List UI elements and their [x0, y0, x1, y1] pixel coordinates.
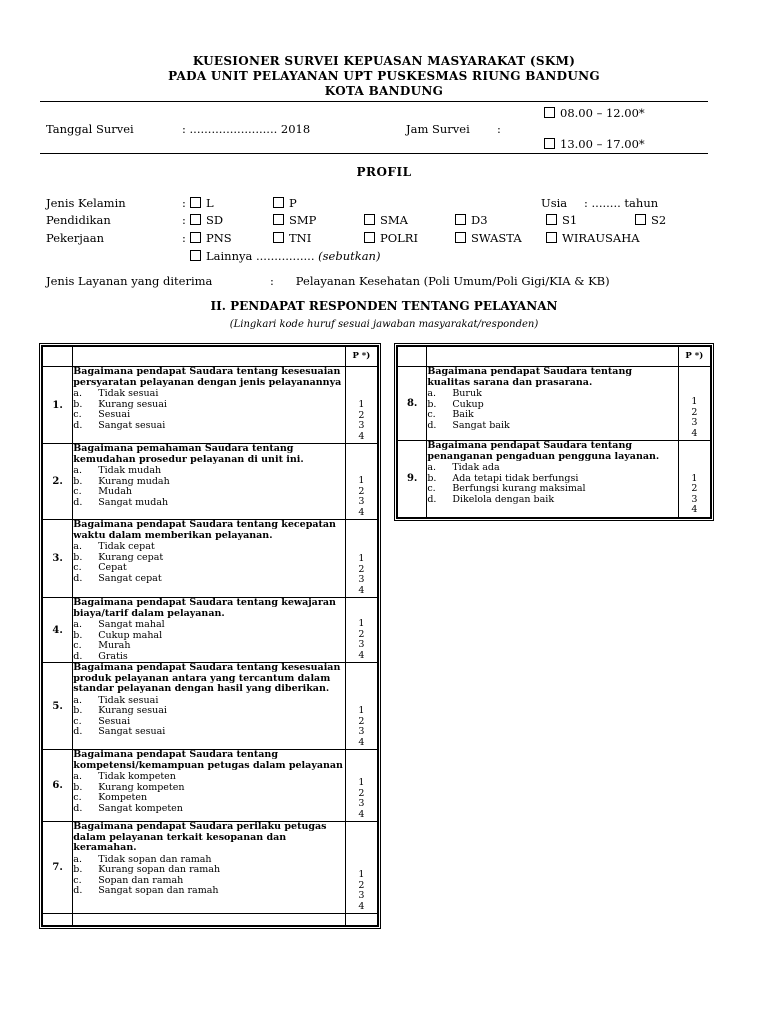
occupation-option-wirausaha-label: WIRAUSAHA	[562, 231, 640, 245]
question-body	[73, 520, 345, 598]
answer-option-text: Tidak cepat	[98, 541, 155, 552]
answer-option-text: Sangat sopan dan ramah	[98, 885, 219, 896]
answer-codes	[345, 750, 378, 822]
checkbox-icon[interactable]	[364, 214, 375, 225]
question-number: 7.	[42, 822, 73, 914]
answer-code[interactable]: 4	[358, 430, 365, 442]
answer-option[interactable]	[73, 498, 344, 509]
answer-option-letter[interactable]: a.	[427, 462, 437, 473]
answer-code[interactable]: 1	[358, 475, 365, 486]
answer-codes	[345, 822, 378, 914]
occupation-colon: :	[182, 231, 186, 245]
answer-option-letter[interactable]: c.	[427, 483, 436, 494]
answer-option-text: Tidak sesuai	[98, 388, 159, 399]
answer-option-letter[interactable]: b.	[427, 472, 437, 484]
answer-code[interactable]: 3	[358, 798, 365, 809]
education-option-s2-label: S2	[651, 213, 667, 227]
answer-option[interactable]	[73, 542, 344, 553]
answer-option-letter[interactable]: c.	[73, 486, 82, 497]
education-option-smp[interactable]	[273, 213, 316, 227]
answer-option-text: Berfungsi kurang maksimal	[452, 483, 586, 494]
answer-option[interactable]	[73, 421, 344, 432]
occupation-option-pns-label: PNS	[206, 231, 232, 245]
answer-option-letter[interactable]: b.	[73, 629, 83, 641]
question-text: Bagaimana pendapat Saudara tentang kualitas sarana dan prasarana.	[427, 366, 633, 388]
checkbox-icon[interactable]	[273, 197, 284, 208]
answer-option[interactable]	[427, 421, 677, 432]
answer-option[interactable]	[73, 804, 344, 815]
answer-option[interactable]	[73, 727, 344, 738]
answer-code[interactable]: 2	[358, 409, 365, 421]
answer-option-text: Sangat baik	[452, 419, 510, 431]
answer-codes	[345, 444, 378, 520]
checkbox-icon[interactable]	[273, 232, 284, 243]
answer-code[interactable]: 2	[358, 563, 365, 575]
question-text: Bagaimana pendapat Saudara tentang penanganan pengaduan pengguna layanan.	[427, 440, 660, 462]
answer-option-letter[interactable]: b.	[73, 864, 83, 875]
occupation-option-other[interactable]	[190, 249, 380, 263]
answer-option-letter[interactable]: b.	[73, 781, 83, 793]
answer-option-letter[interactable]: b.	[427, 398, 437, 410]
answer-option-text: Sangat cepat	[98, 572, 162, 584]
occupation-other-hint: (sebutkan)	[318, 249, 381, 263]
answer-code[interactable]: 3	[691, 417, 698, 428]
form-title-line2: PADA UNIT PELAYANAN UPT PUSKESMAS RIUNG BANDUNG	[168, 69, 600, 83]
answer-code[interactable]: 4	[358, 736, 365, 748]
education-option-smp-label: SMP	[289, 213, 317, 227]
checkbox-icon[interactable]	[190, 197, 201, 208]
header-cell-empty	[42, 346, 73, 367]
answer-code[interactable]: 4	[691, 427, 698, 439]
answer-option-letter[interactable]: d.	[73, 885, 83, 896]
form-title-line3: KOTA BANDUNG	[324, 84, 444, 98]
answer-option-text: Tidak sopan dan ramah	[98, 853, 212, 865]
answer-option[interactable]	[73, 886, 344, 897]
answer-code[interactable]: 4	[358, 900, 365, 912]
answer-option-text: Tidak mudah	[98, 465, 162, 476]
answer-code[interactable]: 2	[358, 787, 365, 799]
answer-option-letter[interactable]: d.	[73, 419, 83, 431]
answer-code[interactable]: 3	[358, 639, 365, 650]
answer-option-text: Kurang sopan dan ramah	[98, 864, 221, 875]
education-option-sd-label: SD	[206, 213, 224, 227]
answer-code[interactable]: 1	[358, 399, 365, 410]
answer-code[interactable]: 2	[691, 483, 698, 494]
answer-option[interactable]	[73, 389, 344, 400]
education-option-s1[interactable]	[546, 213, 577, 227]
answer-code[interactable]: 1	[358, 618, 365, 629]
checkbox-icon[interactable]	[455, 232, 466, 243]
age-label: Usia	[541, 196, 568, 210]
question-row	[42, 520, 378, 598]
answer-option-text: Tidak sesuai	[98, 694, 159, 706]
answer-option[interactable]	[73, 410, 344, 421]
answer-option-text: Gratis	[98, 650, 128, 662]
question-text: Bagaimana pendapat Saudara tentang kecepatan waktu dalam memberikan pelayanan.	[73, 519, 336, 541]
answer-option-letter[interactable]: c.	[73, 792, 82, 803]
table-header-row	[42, 346, 378, 367]
answer-codes	[345, 598, 378, 663]
occupation-label: Pekerjaan	[46, 231, 104, 245]
question-number: 3.	[42, 520, 73, 598]
answer-option-letter[interactable]: d.	[73, 726, 83, 737]
answer-codes	[678, 441, 711, 518]
answer-code[interactable]: 2	[358, 715, 365, 727]
question-row	[42, 444, 378, 520]
education-option-s1-label: S1	[562, 213, 578, 227]
answer-option-text: Sopan dan ramah	[98, 874, 184, 886]
questions-table-right	[396, 345, 712, 519]
answer-option-text: Sangat mudah	[98, 496, 169, 508]
occupation-option-swasta[interactable]	[455, 231, 522, 245]
answer-option[interactable]	[427, 389, 677, 400]
education-option-sd[interactable]	[190, 213, 223, 227]
header-p-cell: P *)	[678, 346, 711, 367]
question-body	[73, 822, 345, 914]
question-number: 5.	[42, 663, 73, 750]
question-row	[42, 822, 378, 914]
section-subtitle: (Lingkari kode huruf sesuai jawaban masyarakat/responden)	[229, 319, 539, 330]
answer-option-text: Murah	[98, 640, 131, 651]
answer-code[interactable]: 1	[691, 396, 698, 407]
answer-option-letter[interactable]: b.	[73, 398, 83, 410]
gender-option-l-label: L	[206, 196, 214, 210]
occupation-option-wirausaha[interactable]	[546, 231, 640, 245]
answer-option[interactable]	[427, 495, 677, 506]
answer-option[interactable]	[73, 574, 344, 585]
answer-option-text: Sesuai	[98, 409, 131, 420]
answer-option-letter[interactable]: d.	[73, 496, 83, 508]
question-body	[427, 441, 678, 518]
spacer-cell	[345, 914, 378, 926]
answer-option-text: Kurang kompeten	[98, 781, 185, 793]
divider-survey	[40, 153, 708, 154]
answer-option-letter[interactable]: a.	[73, 541, 82, 552]
answer-option[interactable]	[73, 620, 344, 631]
spacer-cell	[42, 914, 73, 926]
answer-option-letter[interactable]: a.	[427, 388, 437, 399]
answer-code[interactable]: 1	[358, 705, 365, 716]
answer-code[interactable]: 4	[358, 808, 365, 820]
gender-option-l[interactable]	[190, 196, 214, 210]
occupation-option-polri[interactable]	[364, 231, 418, 245]
question-body	[73, 444, 345, 520]
answer-option-text: Kompeten	[98, 792, 148, 803]
answer-option-text: Buruk	[452, 388, 482, 399]
answer-code[interactable]: 4	[358, 649, 365, 661]
answer-option-letter[interactable]: c.	[73, 715, 82, 727]
answer-code[interactable]: 2	[691, 406, 698, 418]
education-option-d3[interactable]	[455, 213, 488, 227]
occupation-option-other-label: Lainnya ................	[206, 249, 315, 263]
answer-option[interactable]	[427, 463, 677, 474]
education-option-s2[interactable]	[635, 213, 666, 227]
service-type-label: Jenis Layanan yang diterima	[46, 274, 213, 288]
survey-date-value[interactable]: : ........................ 2018	[182, 122, 311, 136]
answer-option-letter[interactable]: d.	[73, 650, 83, 662]
checkbox-icon[interactable]	[364, 232, 375, 243]
header-cell-empty	[73, 346, 345, 367]
header-cell-empty	[427, 346, 678, 367]
question-text: Bagaimana pemahaman Saudara tentang kemudahan prosedur pelayanan di unit ini.	[73, 443, 304, 465]
answer-option-letter[interactable]: a.	[73, 388, 82, 399]
answer-option-letter[interactable]: d.	[427, 419, 437, 431]
checkbox-icon[interactable]	[190, 250, 201, 261]
checkbox-icon[interactable]	[635, 214, 646, 225]
table-header-row	[397, 346, 711, 367]
answer-code[interactable]: 1	[358, 869, 365, 880]
answer-option-letter[interactable]: a.	[73, 771, 82, 782]
spacer-cell	[73, 914, 345, 926]
answer-option-letter[interactable]: d.	[427, 493, 437, 505]
answer-code[interactable]: 3	[358, 574, 365, 585]
question-number: 2.	[42, 444, 73, 520]
answer-option[interactable]	[73, 865, 344, 876]
answer-code[interactable]: 4	[358, 584, 365, 596]
gender-option-p[interactable]	[273, 196, 297, 210]
answer-code[interactable]: 2	[358, 485, 365, 497]
question-number: 1.	[42, 367, 73, 444]
answer-option-text: Cukup mahal	[98, 629, 163, 641]
answer-code[interactable]: 1	[358, 777, 365, 788]
answer-code[interactable]: 1	[358, 553, 365, 564]
questions-table-left	[41, 345, 379, 927]
question-row	[397, 441, 711, 518]
question-text: Bagaimana pendapat Saudara tentang kesesuaian persyaratan pelayanan dengan jenis pelayanannya	[73, 366, 342, 388]
answer-option-letter[interactable]: c.	[73, 640, 82, 651]
question-text: Bagaimana pendapat Saudara perilaku petugas dalam pelayanan terkait kesopanan dan keramahan.	[73, 821, 327, 853]
education-option-d3-label: D3	[471, 213, 488, 227]
answer-option-letter[interactable]: a.	[73, 694, 82, 706]
answer-option-text: Sangat sesuai	[98, 419, 166, 431]
gender-label: Jenis Kelamin	[46, 196, 126, 210]
answer-option[interactable]	[73, 706, 344, 717]
answer-option-letter[interactable]: a.	[73, 465, 82, 476]
answer-option-letter[interactable]: c.	[73, 409, 82, 420]
answer-option-letter[interactable]: d.	[73, 802, 83, 814]
question-body	[73, 367, 345, 444]
answer-option[interactable]	[73, 563, 344, 574]
answer-option[interactable]	[73, 652, 344, 663]
occupation-option-pns[interactable]	[190, 231, 232, 245]
answer-option-text: Ada tetapi tidak berfungsi	[452, 472, 579, 484]
occupation-option-polri-label: POLRI	[380, 231, 419, 245]
survey-time-label: Jam Survei	[406, 122, 470, 136]
answer-option[interactable]	[427, 410, 677, 421]
answer-option-text: Dikelola dengan baik	[452, 493, 555, 505]
question-row	[42, 598, 378, 663]
checkbox-icon[interactable]	[544, 107, 555, 118]
header-p-cell: P *)	[345, 346, 378, 367]
answer-option[interactable]	[73, 487, 344, 498]
age-value[interactable]: : ........ tahun	[584, 196, 659, 210]
answer-code[interactable]: 3	[691, 493, 698, 505]
question-number: 6.	[42, 750, 73, 822]
answer-codes	[345, 520, 378, 598]
answer-option-letter[interactable]: b.	[73, 551, 83, 563]
occupation-option-tni[interactable]	[273, 231, 311, 245]
time-option-afternoon-label: 13.00 – 17.00*	[560, 137, 645, 151]
time-option-morning[interactable]	[544, 106, 645, 120]
question-body	[73, 750, 345, 822]
question-text: Bagaimana pendapat Saudara tentang kompetensi/kemampuan petugas dalam pelayanan	[73, 749, 343, 771]
question-text: Bagaimana pendapat Saudara tentang kesesuaian produk pelayanan antara yang tercantum dalam standar pelayanan dengan hasil yang diberikan.	[73, 662, 341, 694]
question-number: 9.	[397, 441, 427, 518]
answer-option-letter[interactable]: c.	[73, 562, 82, 573]
question-row	[42, 367, 378, 444]
answer-option-text: Baik	[452, 409, 474, 420]
question-row	[42, 663, 378, 750]
answer-option-letter[interactable]: b.	[73, 475, 83, 487]
answer-code[interactable]: 4	[358, 506, 365, 518]
answer-option[interactable]	[73, 793, 344, 804]
answer-code[interactable]: 1	[691, 472, 698, 484]
answer-option-text: Kurang mudah	[98, 475, 170, 487]
question-body	[73, 598, 345, 663]
answer-option-text: Kurang sesuai	[98, 398, 167, 410]
answer-code[interactable]: 3	[358, 890, 365, 901]
answer-option-text: Kurang cepat	[98, 551, 164, 563]
answer-option-text: Sangat kompeten	[98, 802, 183, 814]
answer-codes	[345, 367, 378, 444]
answer-code[interactable]: 2	[358, 879, 365, 891]
time-option-afternoon[interactable]	[544, 137, 645, 151]
table-spacer-row	[42, 914, 378, 926]
education-option-sma-label: SMA	[380, 213, 408, 227]
question-number: 8.	[397, 367, 427, 441]
answer-codes	[678, 367, 711, 441]
answer-option-text: Kurang sesuai	[98, 705, 167, 716]
answer-code[interactable]: 3	[358, 726, 365, 737]
profile-title: PROFIL	[356, 165, 412, 179]
answer-code[interactable]: 4	[691, 504, 698, 515]
checkbox-icon[interactable]	[190, 232, 201, 243]
answer-option-letter[interactable]: b.	[73, 705, 83, 716]
checkbox-icon[interactable]	[546, 232, 557, 243]
answer-option[interactable]	[427, 484, 677, 495]
answer-option-text: Cepat	[98, 562, 127, 573]
gender-option-p-label: P	[289, 196, 297, 210]
answer-option-text: Sangat sesuai	[98, 726, 166, 737]
section-title: II. PENDAPAT RESPONDEN TENTANG PELAYANAN	[210, 299, 558, 313]
education-colon: :	[182, 213, 186, 227]
answer-option-text: Tidak ada	[452, 462, 500, 473]
answer-option-letter[interactable]: c.	[73, 874, 82, 886]
answer-option-text: Sangat mahal	[98, 619, 165, 630]
service-type-value: : Pelayanan Kesehatan (Poli Umum/Poli Gigi/KIA & KB)	[270, 274, 610, 288]
checkbox-icon[interactable]	[273, 214, 284, 225]
answer-option-text: Mudah	[98, 486, 132, 497]
answer-code[interactable]: 3	[358, 420, 365, 431]
question-row	[42, 750, 378, 822]
time-option-morning-label: 08.00 – 12.00*	[560, 106, 645, 120]
answer-code[interactable]: 2	[358, 628, 365, 640]
answer-option[interactable]	[73, 466, 344, 477]
question-row	[397, 367, 711, 441]
education-option-sma[interactable]	[364, 213, 408, 227]
answer-option[interactable]	[73, 641, 344, 652]
answer-option-text: Cukup	[452, 398, 484, 410]
question-number: 4.	[42, 598, 73, 663]
answer-option-letter[interactable]: a.	[73, 619, 82, 630]
question-text: Bagaimana pendapat Saudara tentang kewajaran biaya/tarif dalam pelayanan.	[73, 597, 336, 619]
answer-option-letter[interactable]: c.	[427, 409, 436, 420]
answer-code[interactable]: 3	[358, 496, 365, 507]
answer-option-text: Sesuai	[98, 715, 131, 727]
answer-option[interactable]	[73, 772, 344, 783]
survey-date-label: Tanggal Survei	[46, 122, 134, 136]
question-body	[73, 663, 345, 750]
occupation-option-tni-label: TNI	[289, 231, 312, 245]
education-label: Pendidikan	[46, 213, 111, 227]
question-body	[427, 367, 678, 441]
divider-top	[40, 101, 708, 102]
answer-option-letter[interactable]: d.	[73, 572, 83, 584]
checkbox-icon[interactable]	[544, 138, 555, 149]
checkbox-icon[interactable]	[455, 214, 466, 225]
gender-colon: :	[182, 196, 186, 210]
form-title-line1: KUESIONER SURVEI KEPUASAN MASYARAKAT (SKM)	[192, 54, 576, 68]
answer-option-letter[interactable]: a.	[73, 853, 82, 865]
header-cell-empty	[397, 346, 427, 367]
answer-codes	[345, 663, 378, 750]
occupation-option-swasta-label: SWASTA	[471, 231, 522, 245]
answer-option-text: Tidak kompeten	[98, 771, 176, 782]
checkbox-icon[interactable]	[546, 214, 557, 225]
checkbox-icon[interactable]	[190, 214, 201, 225]
survey-time-colon: :	[497, 122, 501, 136]
